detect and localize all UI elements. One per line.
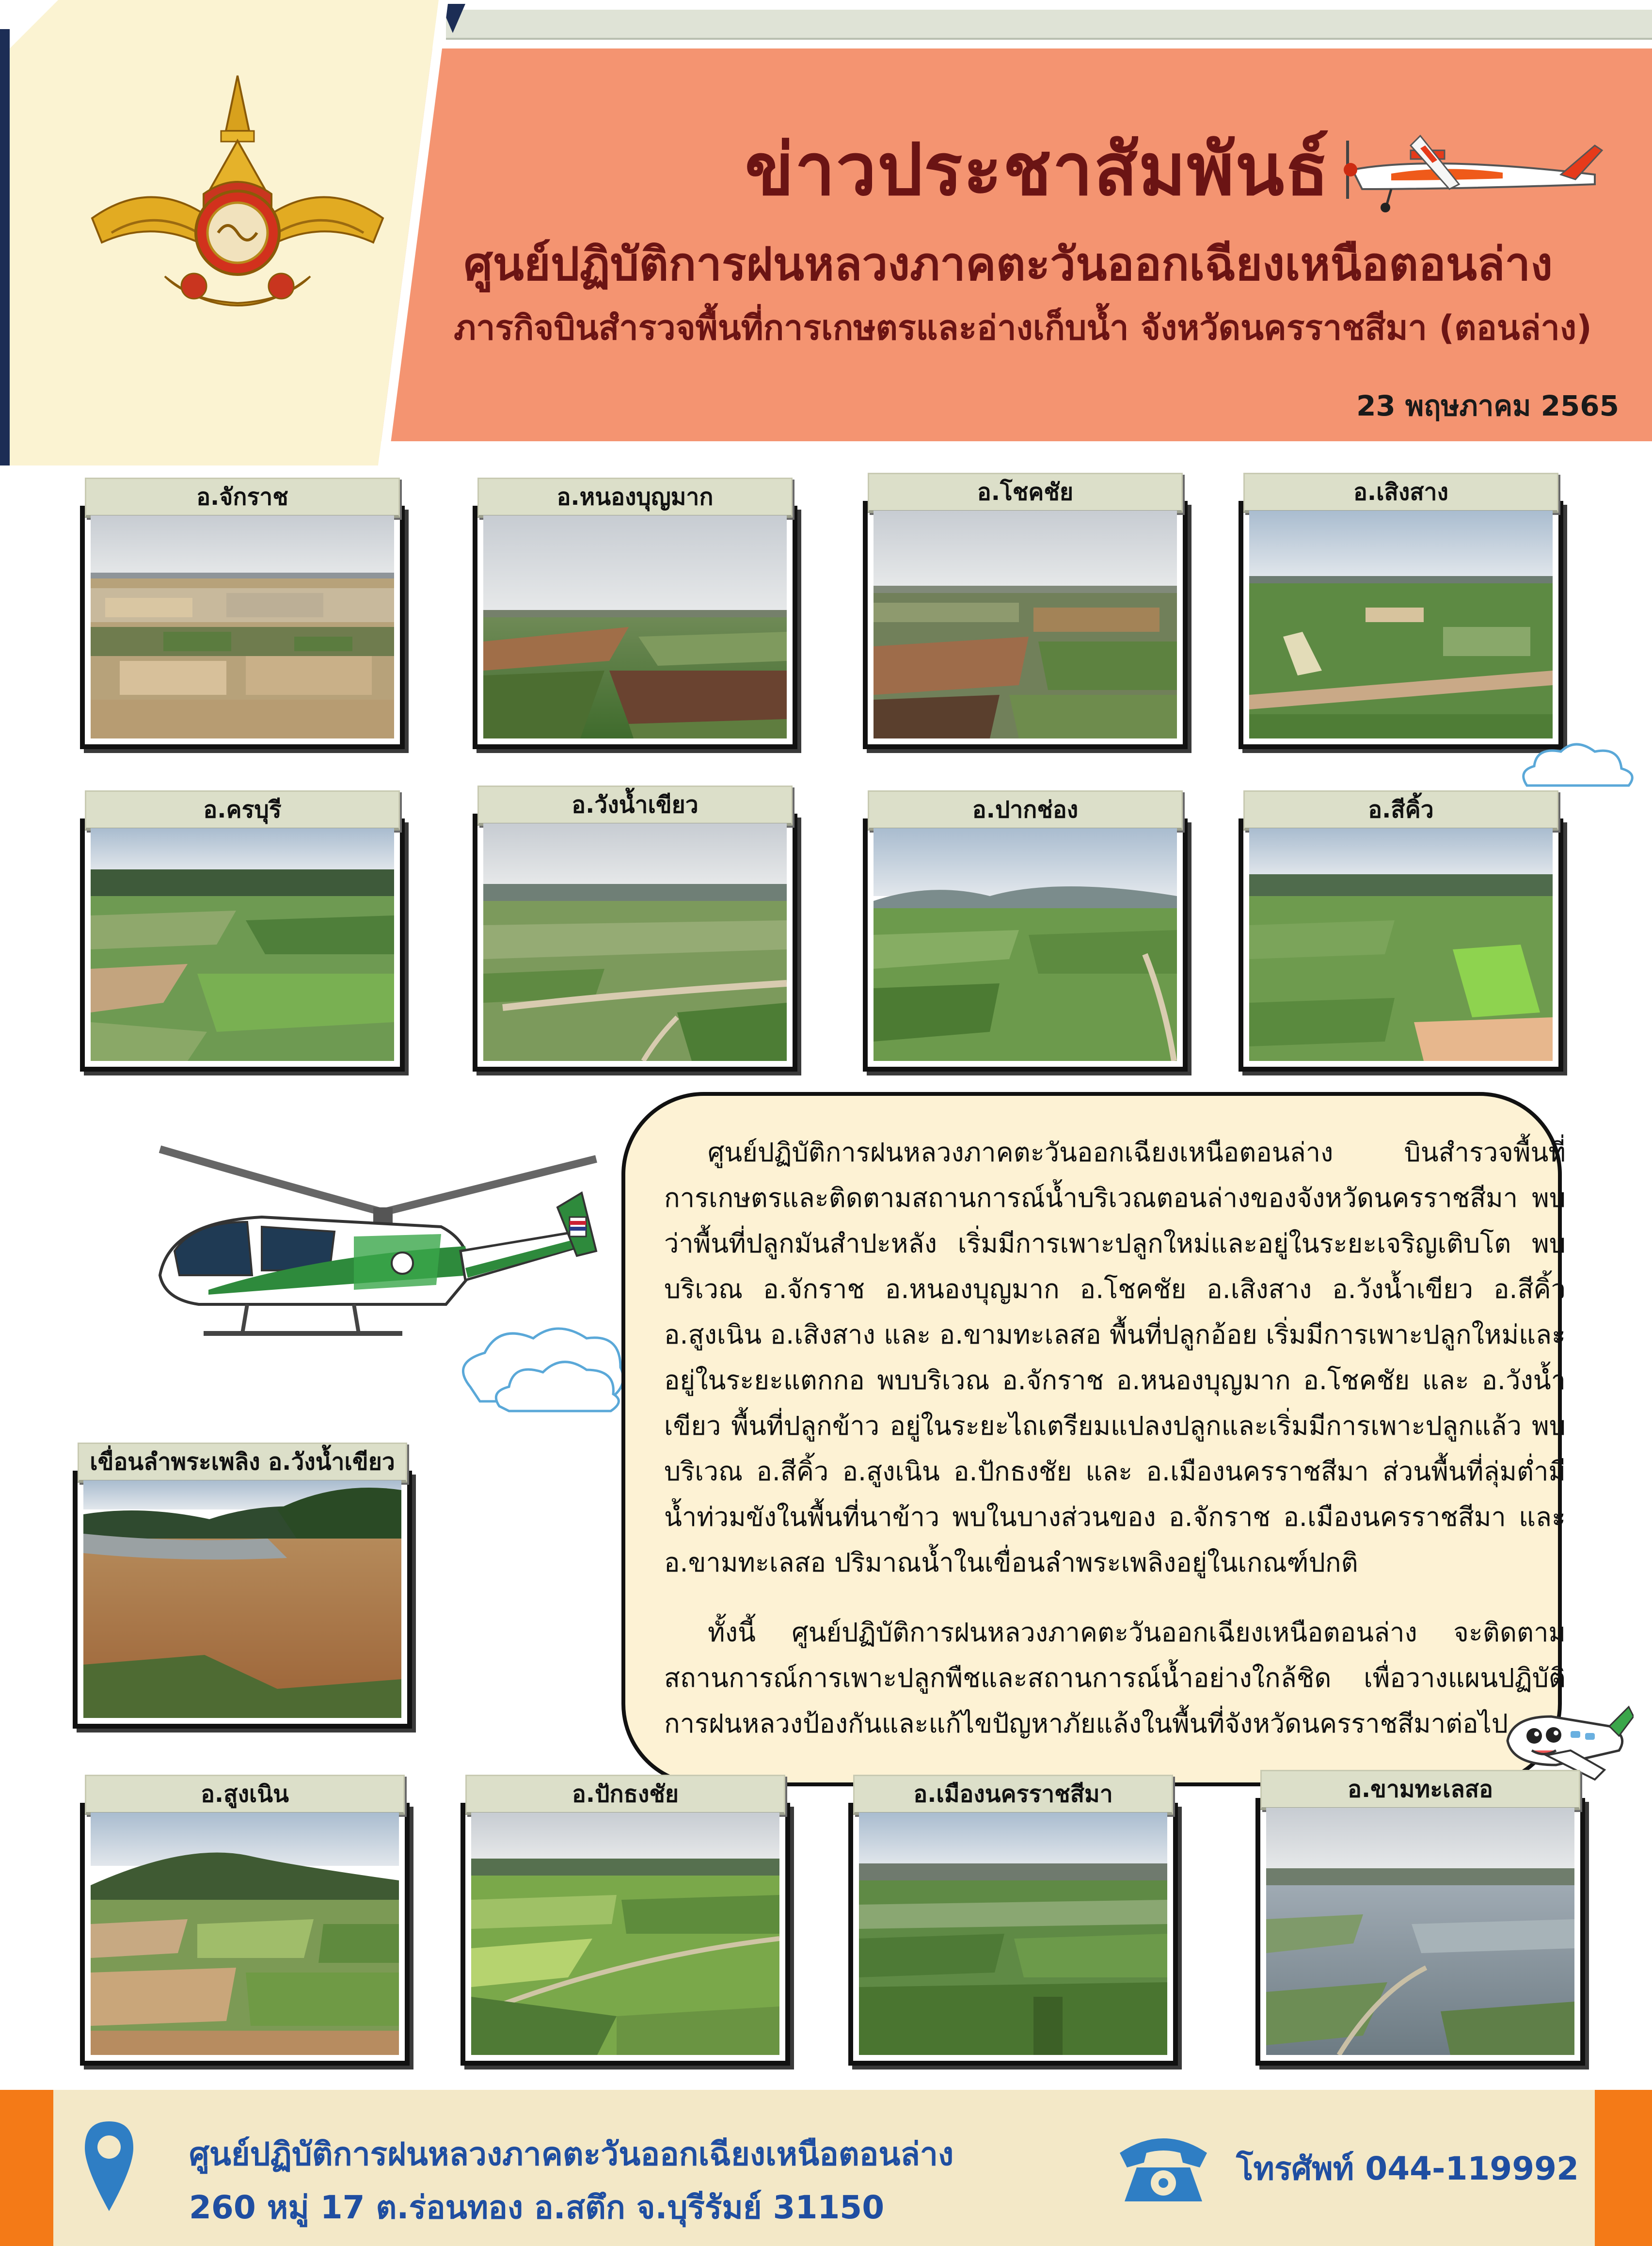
aerial-photo [483,515,787,738]
photo-label: อ.ปักธงชัย [465,1775,785,1815]
photo-label: อ.โชคชัย [868,473,1183,513]
header-date: 23 พฤษภาคม 2565 [1356,389,1619,422]
aerial-photo [874,828,1177,1061]
photo-card-wangnamkhiao [473,786,797,1072]
royal-emblem-icon [82,73,393,335]
photo-label: อ.หนองบุญมาก [477,478,793,518]
aerial-photo [874,511,1177,738]
photo-card-pakchong [863,790,1188,1072]
photo-label: อ.จักราช [85,478,400,518]
footer-org-name: ศูนย์ปฏิบัติการฝนหลวงภาคตะวันออกเฉียงเหนือตอนล่าง [189,2135,954,2173]
aerial-photo [83,1480,401,1718]
photo-label: อ.สูงเนิน [85,1775,405,1815]
aerial-photo [91,828,394,1061]
photo-label: อ.ขามทะเลสอ [1260,1770,1580,1810]
photo-label: อ.ปากช่อง [868,790,1183,831]
footer-address: 260 หมู่ 17 ต.ร่อนทอง อ.สตึก จ.บุรีรัมย์ 31150 [189,2189,885,2226]
aerial-photo [91,1813,399,2055]
photo-card-soengsang [1239,473,1563,749]
aerial-photo [483,823,787,1061]
location-pin-icon [82,2119,136,2216]
aerial-photo [91,515,394,738]
body-paragraph-1: ศูนย์ปฏิบัติการฝนหลวงภาคตะวันออกเฉียงเหนือตอนล่าง บินสำรวจพื้นที่การเกษตรและติดตามสถานการณ์น้ำบริเวณตอนล่างของจังหวัดนครราชสีมา พบว่าพื้นที่ปลูกมันสำปะหลัง เริ่มมีการเพาะปลูกใหม่และอยู่ในระยะเจริญเติบโต พบบริเวณ อ.จักราช อ.หนองบุญมาก อ.โชคชัย อ.เสิงสาง อ.วังน้ำเขียว อ.สีคิ้ว อ.สูงเนิน อ.เสิงสาง และ อ.ขามทะเลสอ พื้นที่ปลูกอ้อย เริ่มมีการเพาะปลูกใหม่และอยู่ในระยะแตกกอ พบบริเวณ อ.จักราช อ.หนองบุญมาก อ.โชคชัย และ อ.วังน้ำเขียว พื้นที่ปลูกข้าว อยู่ในระยะไถเตรียมแปลงปลูกและเริ่มมีการเพาะปลูกแล้ว พบบริเวณ อ.สีคิ้ว อ.สูงเนิน อ.ปักธงชัย และ อ.เมืองนครราชสีมา ส่วนพื้นที่ลุ่มต่ำมีน้ำท่วมขังในพื้นที่นาข้าว พบในบางส่วนของ อ.จักราช อ.เมืองนครราชสีมา และ อ.ขามทะเลสอ ปริมาณน้ำในเขื่อนลำพระเพลิงอยู่ในเกณฑ์ปกติ [664,1137,1566,1578]
cloud-icon [1517,737,1638,795]
photo-label: อ.สีคิ้ว [1243,790,1558,831]
aerial-photo [859,1813,1167,2055]
telephone-icon [1115,2129,1212,2206]
aerial-photo [1266,1808,1574,2055]
photo-label: อ.เมืองนครราชสีมา [853,1775,1173,1815]
photo-label: อ.วังน้ำเขียว [477,786,793,826]
propeller-plane-icon [1333,116,1604,213]
photo-card-dam [73,1443,412,1729]
photo-card-khonburi [80,790,405,1072]
header-subtitle: ศูนย์ปฏิบัติการฝนหลวงภาคตะวันออกเฉียงเหนือตอนล่าง [463,238,1553,291]
aerial-photo [1249,828,1553,1061]
header-title: ข่าวประชาสัมพันธ์ [745,128,1330,211]
aerial-photo [471,1813,779,2055]
footer-accent-left [0,2090,53,2246]
cloud-icon [490,1348,625,1416]
footer-accent-right [1595,2090,1652,2246]
photo-label: อ.ครบุรี [85,790,400,831]
photo-label: อ.เสิงสาง [1243,473,1558,513]
photo-card-jakkarat [80,478,405,749]
photo-card-khamthalesa [1255,1770,1585,2066]
photo-label: เขื่อนลำพระเพลิง อ.วังน้ำเขียว [78,1443,407,1483]
footer-phone: โทรศัพท์ 044-119992 [1236,2150,1579,2187]
body-paragraph-2: ทั้งนี้ ศูนย์ปฏิบัติการฝนหลวงภาคตะวันออกเฉียงเหนือตอนล่าง จะติดตามสถานการณ์การเพาะปลูกพืชและสถานการณ์น้ำอย่างใกล้ชิด เพื่อวางแผนปฏิบัติการฝนหลวงป้องกันและแก้ไขปัญหาภัยแล้งในพื้นที่จังหวัดนครราชสีมาต่อไป [664,1617,1566,1739]
photo-card-sungnoen [80,1775,410,2066]
aerial-photo [1249,511,1553,738]
photo-card-sikhio [1239,790,1563,1072]
photo-card-mueang-nakhonratchasima [848,1775,1178,2066]
header-mission: ภารกิจบินสำรวจพื้นที่การเกษตรและอ่างเก็บน้ำ จังหวัดนครราชสีมา (ตอนล่าง) [453,308,1592,348]
photo-card-pakthongchai [461,1775,790,2066]
photo-card-chokchai [863,473,1188,749]
photo-card-nongbunmak [473,478,797,749]
